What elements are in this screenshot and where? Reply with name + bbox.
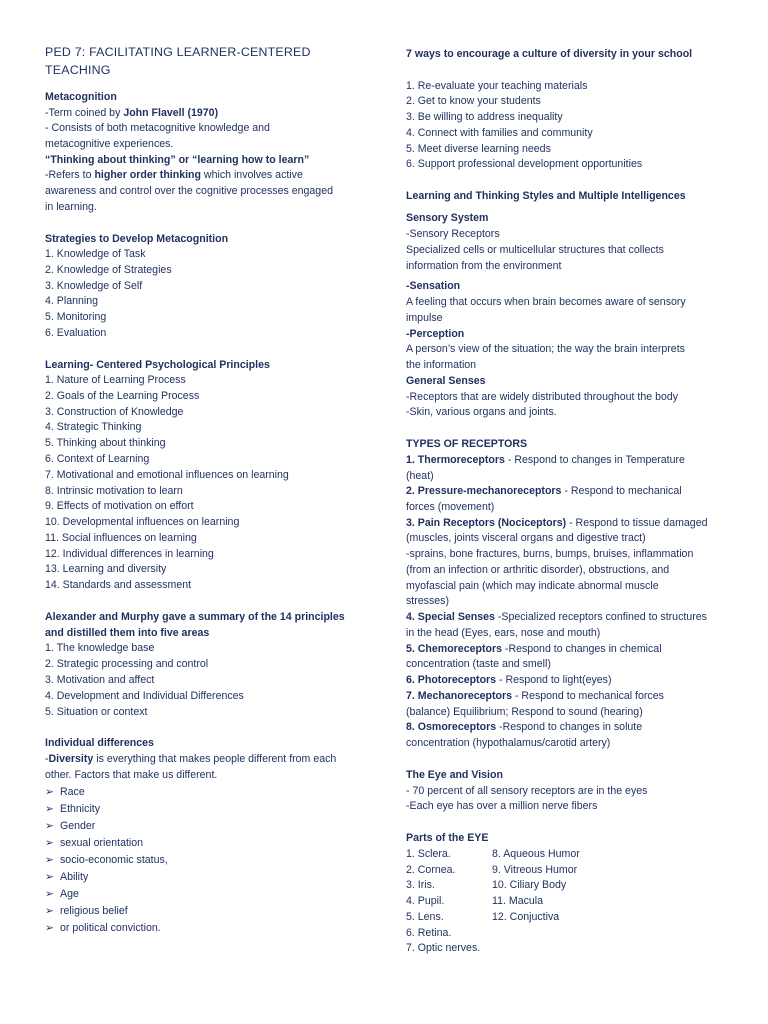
receptor-type-2: 2. Pressure-mechanoreceptors - Respond to mechanical [406, 485, 682, 497]
list-item: 7. Motivational and emotional influences on learning [45, 469, 289, 481]
list-item: 5. Monitoring [45, 311, 107, 323]
receptor-type-4: 4. Special Senses -Specialized receptors confined to structures [406, 611, 707, 623]
metacognition-refers-line3: in learning. [45, 201, 97, 213]
general-senses-line1: -Receptors that are widely distributed throughout the body [406, 391, 679, 403]
list-item: ➢ or political conviction. [45, 921, 161, 937]
eye-part-item: 7. Optic nerves. [406, 942, 481, 954]
list-item: 3. Be willing to address inequality [406, 111, 563, 123]
list-item: ➢ Gender [45, 819, 95, 835]
receptor-type-3-line6: stresses) [406, 595, 449, 607]
list-item: 4. Strategic Thinking [45, 421, 142, 433]
principles-heading: Learning- Centered Psychological Principles [45, 359, 270, 371]
list-item: 14. Standards and assessment [45, 579, 192, 591]
list-item: ➢ sexual orientation [45, 836, 143, 852]
arrow-bullet-icon: ➢ [45, 803, 54, 815]
list-item: ➢ Ethnicity [45, 802, 100, 818]
document-title-line2: TEACHING [45, 63, 111, 77]
perception-def-line2: the information [406, 359, 477, 371]
list-item: 2. Knowledge of Strategies [45, 264, 172, 276]
diversity-definition-line2: other. Factors that make us different. [45, 769, 218, 781]
receptor-type-2-line2: forces (movement) [406, 501, 495, 513]
list-item: 5. Situation or context [45, 706, 148, 718]
eye-vision-heading: The Eye and Vision [406, 769, 503, 781]
receptor-type-8: 8. Osmoreceptors -Respond to changes in solute [406, 721, 643, 733]
general-senses-heading: General Senses [406, 375, 486, 387]
metacognition-heading: Metacognition [45, 91, 117, 103]
list-item: 1. The knowledge base [45, 642, 155, 654]
list-item: 9. Effects of motivation on effort [45, 500, 194, 512]
metacognition-consists-line2: metacognitive experiences. [45, 138, 174, 150]
list-item: 6. Evaluation [45, 327, 107, 339]
general-senses-line2: -Skin, various organs and joints. [406, 406, 557, 418]
receptor-type-3-line3: -sprains, bone fractures, burns, bumps, bruises, inflammation [406, 548, 694, 560]
receptor-type-1: 1. Thermoreceptors - Respond to changes in Temperature [406, 454, 685, 466]
arrow-bullet-icon: ➢ [45, 922, 54, 934]
list-item: 4. Development and Individual Differences [45, 690, 244, 702]
arrow-bullet-icon: ➢ [45, 854, 54, 866]
receptor-type-5: 5. Chemoreceptors -Respond to changes in chemical [406, 643, 662, 655]
sensory-receptors-label: -Sensory Receptors [406, 228, 500, 240]
list-item: 5. Meet diverse learning needs [406, 143, 551, 155]
list-item: ➢ Age [45, 887, 79, 903]
sensation-def-line1: A feeling that occurs when brain becomes aware of sensory [406, 296, 686, 308]
alexander-heading-line2: and distilled them into five areas [45, 627, 210, 639]
list-item: 2. Goals of the Learning Process [45, 390, 200, 402]
metacognition-quote: “Thinking about thinking” or “learning how to learn” [45, 154, 310, 166]
list-item: ➢ Race [45, 785, 85, 801]
list-item: ➢ socio-economic status, [45, 853, 168, 869]
sensory-receptors-def-line2: information from the environment [406, 260, 562, 272]
eye-part-item: 3. Iris. [406, 879, 435, 891]
eye-part-item: 5. Lens. [406, 911, 444, 923]
arrow-bullet-icon: ➢ [45, 871, 54, 883]
receptor-type-4-line2: in the head (Eyes, ears, nose and mouth) [406, 627, 601, 639]
list-item: 6. Support professional development opportunities [406, 158, 643, 170]
receptor-type-7-line2: (balance) Equilibrium; Respond to sound (hearing) [406, 706, 643, 718]
list-item: 4. Planning [45, 295, 99, 307]
metacognition-consists-line1: - Consists of both metacognitive knowledge and [45, 122, 270, 134]
strategies-heading: Strategies to Develop Metacognition [45, 233, 229, 245]
arrow-bullet-icon: ➢ [45, 786, 54, 798]
eye-part-item: 9. Vitreous Humor [492, 864, 578, 876]
eye-part-item: 4. Pupil. [406, 895, 445, 907]
list-item: 2. Get to know your students [406, 95, 541, 107]
eye-part-item: 6. Retina. [406, 927, 452, 939]
styles-heading: Learning and Thinking Styles and Multiple Intelligences [406, 190, 686, 202]
seven-ways-heading: 7 ways to encourage a culture of diversity in your school [406, 48, 693, 60]
metacognition-refers-line1: -Refers to higher order thinking which involves active [45, 169, 303, 181]
list-item: 3. Motivation and affect [45, 674, 155, 686]
list-item: 4. Connect with families and community [406, 127, 593, 139]
list-item: 3. Construction of Knowledge [45, 406, 184, 418]
receptor-type-3-line2: (muscles, joints visceral organs and digestive tract) [406, 532, 646, 544]
arrow-bullet-icon: ➢ [45, 837, 54, 849]
arrow-bullet-icon: ➢ [45, 888, 54, 900]
sensation-label: -Sensation [406, 280, 461, 292]
metacognition-coined: -Term coined by John Flavell (1970) [45, 107, 219, 119]
receptor-type-5-line2: concentration (taste and smell) [406, 658, 551, 670]
perception-def-line1: A person’s view of the situation; the way the brain interprets [406, 343, 685, 355]
eye-vision-line2: -Each eye has over a million nerve fibers [406, 800, 598, 812]
sensory-system-heading: Sensory System [406, 212, 489, 224]
eye-part-item: 11. Macula [492, 895, 544, 907]
eye-part-item: 2. Cornea. [406, 864, 456, 876]
list-item: 3. Knowledge of Self [45, 280, 143, 292]
eye-part-item: 10. Ciliary Body [492, 879, 567, 891]
list-item: 6. Context of Learning [45, 453, 150, 465]
eye-vision-line1: - 70 percent of all sensory receptors are in the eyes [406, 785, 648, 797]
list-item: 1. Nature of Learning Process [45, 374, 186, 386]
receptor-type-8-line2: concentration (hypothalamus/carotid artery) [406, 737, 611, 749]
list-item: 1. Knowledge of Task [45, 248, 146, 260]
sensation-def-line2: impulse [406, 312, 443, 324]
receptor-type-6: 6. Photoreceptors - Respond to light(eyes) [406, 674, 612, 686]
list-item: 1. Re-evaluate your teaching materials [406, 80, 588, 92]
list-item: 12. Individual differences in learning [45, 548, 214, 560]
list-item: 2. Strategic processing and control [45, 658, 209, 670]
document-title-line1: PED 7: FACILITATING LEARNER-CENTERED [45, 45, 311, 59]
receptor-type-3-line4: (from an infection or arthritic disorder), obstructions, and [406, 564, 670, 576]
receptor-type-7: 7. Mechanoreceptors - Respond to mechanical forces [406, 690, 664, 702]
list-item: ➢ religious belief [45, 904, 128, 920]
eye-parts-heading: Parts of the EYE [406, 832, 489, 844]
list-item: 5. Thinking about thinking [45, 437, 166, 449]
arrow-bullet-icon: ➢ [45, 820, 54, 832]
list-item: 11. Social influences on learning [45, 532, 197, 544]
sensory-receptors-def-line1: Specialized cells or multicellular structures that collects [406, 244, 664, 256]
receptor-type-1-line2: (heat) [406, 470, 434, 482]
list-item: 8. Intrinsic motivation to learn [45, 485, 183, 497]
receptor-types-heading: TYPES OF RECEPTORS [406, 438, 528, 450]
arrow-bullet-icon: ➢ [45, 905, 54, 917]
metacognition-refers-line2: awareness and control over the cognitive processes engaged [45, 185, 333, 197]
eye-part-item: 1. Sclera. [406, 848, 451, 860]
receptor-type-3: 3. Pain Receptors (Nociceptors) - Respond to tissue damaged [406, 517, 708, 529]
list-item: 13. Learning and diversity [45, 563, 167, 575]
diversity-definition: -Diversity is everything that makes people different from each [45, 753, 337, 765]
individual-heading: Individual differences [45, 737, 154, 749]
eye-part-item: 12. Conjuctiva [492, 911, 560, 923]
alexander-heading-line1: Alexander and Murphy gave a summary of the 14 principles [45, 611, 345, 623]
receptor-type-3-line5: myofascial pain (which may indicate abnormal muscle [406, 580, 659, 592]
list-item: 10. Developmental influences on learning [45, 516, 240, 528]
eye-part-item: 8. Aqueous Humor [492, 848, 580, 860]
perception-label: -Perception [406, 328, 465, 340]
list-item: ➢ Ability [45, 870, 88, 886]
